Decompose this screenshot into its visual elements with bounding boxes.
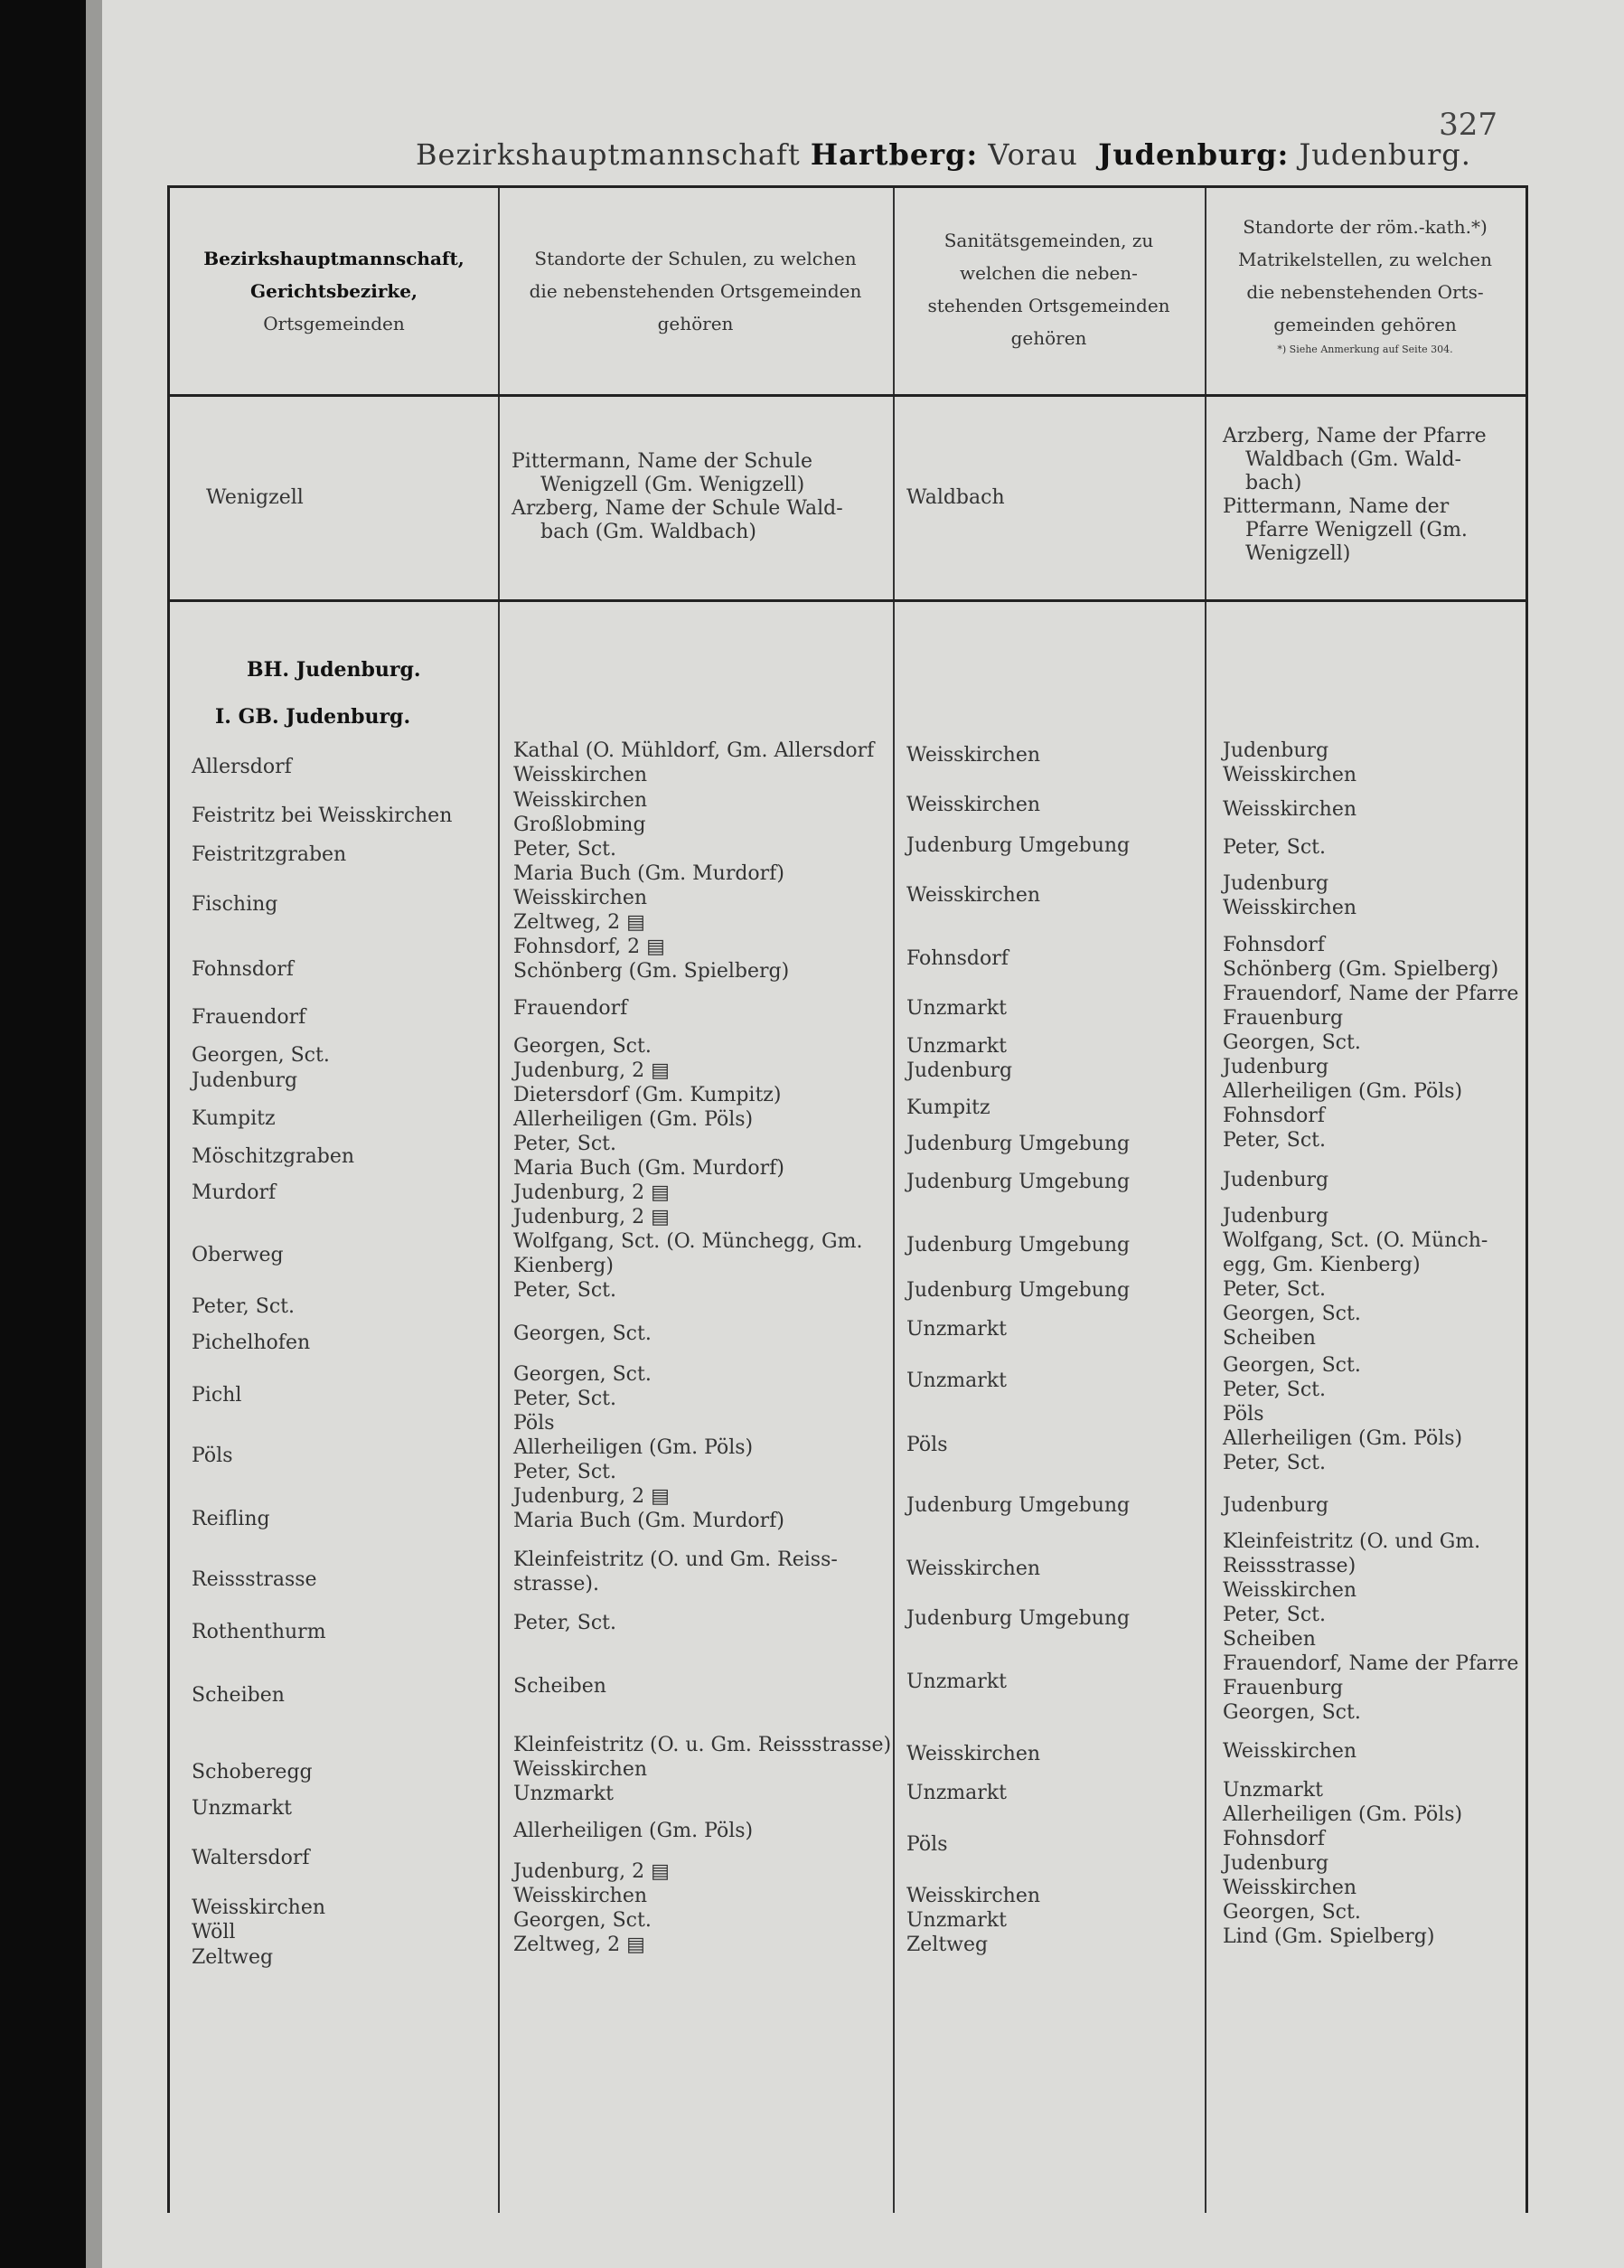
parish-row: Fohnsdorf (1223, 1828, 1325, 1850)
place-row: Kumpitz (192, 1107, 276, 1130)
place-row: Feistritzgraben (192, 843, 347, 866)
place-row: Reissstrasse (192, 1568, 317, 1591)
parish-row: Lind (Gm. Spielberg) (1223, 1925, 1435, 1948)
wenigzell-sanitary: Waldbach (906, 486, 1005, 509)
place-row: Frauendorf (192, 1006, 306, 1029)
sanitary-row: Unzmarkt (906, 997, 1007, 1020)
place-row: Murdorf (192, 1181, 277, 1204)
school-row: Judenburg, 2 ▤ (513, 1059, 670, 1082)
parish-row: Peter, Sct. (1223, 1452, 1327, 1474)
header-district-1: Hartberg: (810, 137, 979, 172)
school-row: Maria Buch (Gm. Murdorf) (513, 1510, 784, 1532)
place-row: Wöll (192, 1921, 236, 1943)
parish-row: Frauendorf, Name der Pfarre (1223, 983, 1519, 1005)
school-row: Peter, Sct. (513, 1133, 617, 1155)
place-row: Weisskirchen (192, 1896, 326, 1919)
header-rule (170, 394, 1525, 397)
parish-row: Weisskirchen (1223, 764, 1357, 786)
school-row: Maria Buch (Gm. Murdorf) (513, 1157, 784, 1180)
school-row: Allerheiligen (Gm. Pöls) (513, 1436, 754, 1459)
parish-row: Peter, Sct. (1223, 1604, 1327, 1626)
wenigzell-parish-4: Pittermann, Name der (1223, 495, 1450, 518)
sanitary-row: Unzmarkt (906, 1670, 1007, 1693)
parish-row: Georgen, Sct. (1223, 1354, 1361, 1377)
parish-row: Fohnsdorf (1223, 934, 1325, 956)
school-row: Weisskirchen (513, 764, 648, 786)
place-row: Georgen, Sct. (192, 1044, 330, 1067)
school-row: Peter, Sct. (513, 1612, 617, 1634)
school-row: Peter, Sct. (513, 1388, 617, 1410)
section-gb: I. GB. Judenburg. (215, 705, 411, 729)
school-row: Kleinfeistritz (O. u. Gm. Reissstrasse) (513, 1734, 892, 1756)
sanitary-row: Judenburg (906, 1059, 1013, 1082)
school-row: Georgen, Sct. (513, 1035, 652, 1058)
parish-row: Judenburg (1223, 739, 1329, 762)
wenigzell-school-2: Wenigzell (Gm. Wenigzell) (540, 474, 805, 496)
place-row: Pöls (192, 1445, 233, 1467)
sanitary-row: Unzmarkt (906, 1369, 1007, 1392)
parish-row: Georgen, Sct. (1223, 1701, 1361, 1724)
sanitary-row: Pöls (906, 1833, 948, 1856)
school-row: Peter, Sct. (513, 1279, 617, 1302)
page-number: 327 (1439, 107, 1497, 143)
school-row: Judenburg, 2 ▤ (513, 1181, 670, 1204)
place-row: Allersdorf (192, 756, 292, 778)
parish-row: Weisskirchen (1223, 1579, 1357, 1602)
wenigzell-parish-1: Arzberg, Name der Pfarre (1223, 425, 1487, 447)
parish-row: Pöls (1223, 1403, 1264, 1426)
sanitary-row: Pöls (906, 1434, 948, 1456)
school-row: Unzmarkt (513, 1783, 614, 1805)
school-row: Judenburg, 2 ▤ (513, 1860, 670, 1883)
parish-row: Schönberg (Gm. Spielberg) (1223, 958, 1499, 981)
school-row: Zeltweg, 2 ▤ (513, 911, 645, 934)
column-divider (1205, 188, 1206, 2213)
school-row: Zeltweg, 2 ▤ (513, 1934, 645, 1956)
column-header-3: Sanitätsgemeinden, zu welchen die neben- stehenden Ortsgemeinden gehören (927, 230, 1170, 349)
school-row: Georgen, Sct. (513, 1322, 652, 1345)
parish-row: Weisskirchen (1223, 798, 1357, 821)
place-wenigzell: Wenigzell (206, 486, 304, 509)
parish-row: Allerheiligen (Gm. Pöls) (1223, 1427, 1463, 1450)
column-divider (498, 188, 500, 2213)
book-spine (0, 0, 86, 2268)
parish-row: Peter, Sct. (1223, 1129, 1327, 1152)
parish-row: Scheiben (1223, 1628, 1316, 1651)
parish-row: Unzmarkt (1223, 1779, 1323, 1802)
school-row: Peter, Sct. (513, 838, 617, 861)
parish-row: Judenburg (1223, 1205, 1329, 1228)
school-row: Kienberg) (513, 1255, 614, 1277)
wenigzell-school-3: Arzberg, Name der Schule Wald- (512, 497, 843, 520)
parish-row: Peter, Sct. (1223, 836, 1327, 859)
column-header-1: Bezirkshauptmannschaft, Gerichtsbezirke, Ortsgemeinden (203, 248, 465, 334)
place-row: Möschitzgraben (192, 1145, 355, 1168)
parish-row: Georgen, Sct. (1223, 1303, 1361, 1325)
sanitary-row: Zeltweg (906, 1934, 989, 1956)
sanitary-row: Judenburg Umgebung (906, 834, 1131, 857)
parish-row: Judenburg (1223, 1056, 1329, 1078)
school-row: Scheiben (513, 1675, 606, 1698)
header-district-2: Judenburg: (1098, 137, 1290, 172)
parish-row: Judenburg (1223, 1494, 1329, 1517)
column-divider (893, 188, 895, 2213)
parish-row: Judenburg (1223, 1852, 1329, 1875)
parish-row: Judenburg (1223, 1169, 1329, 1191)
column-header-2: Standorte der Schulen, zu welchen die nebenstehenden Ortsgemeinden gehören (529, 248, 862, 334)
school-row: Weisskirchen (513, 887, 648, 909)
parish-row: Weisskirchen (1223, 1877, 1357, 1899)
sanitary-row: Unzmarkt (906, 1035, 1007, 1058)
school-row: Fohnsdorf, 2 ▤ (513, 936, 665, 958)
school-row: Weisskirchen (513, 789, 648, 812)
header-place-1: Vorau (988, 137, 1078, 172)
sanitary-row: Weisskirchen (906, 884, 1041, 907)
school-row: Kleinfeistritz (O. und Gm. Reiss- (513, 1548, 838, 1571)
place-row: Fisching (192, 893, 278, 916)
parish-row: Peter, Sct. (1223, 1278, 1327, 1301)
register-table (167, 185, 1528, 2213)
parish-row: Weisskirchen (1223, 897, 1357, 919)
sanitary-row: Weisskirchen (906, 1743, 1041, 1765)
header-prefix: Bezirkshauptmannschaft (416, 137, 801, 172)
parish-row: Kleinfeistritz (O. und Gm. (1223, 1530, 1481, 1553)
school-row: Kathal (O. Mühldorf, Gm. Allersdorf (513, 739, 875, 762)
school-row: Großlobming (513, 814, 646, 836)
wenigzell-school-1: Pittermann, Name der Schule (512, 450, 812, 473)
sanitary-row: Weisskirchen (906, 794, 1041, 816)
wenigzell-parish-6: Wenigzell) (1245, 542, 1351, 565)
place-row: Oberweg (192, 1244, 284, 1266)
sanitary-row: Judenburg Umgebung (906, 1279, 1131, 1302)
sanitary-row: Judenburg Umgebung (906, 1234, 1131, 1256)
running-header (416, 137, 1471, 172)
school-row: Georgen, Sct. (513, 1909, 652, 1932)
sanitary-row: Judenburg Umgebung (906, 1607, 1131, 1630)
place-row: Pichelhofen (192, 1332, 311, 1354)
school-row: Weisskirchen (513, 1758, 648, 1781)
place-row: Peter, Sct. (192, 1295, 296, 1318)
school-row: Schönberg (Gm. Spielberg) (513, 960, 790, 983)
parish-row: Allerheiligen (Gm. Pöls) (1223, 1803, 1463, 1826)
parish-row: Peter, Sct. (1223, 1379, 1327, 1401)
place-row: Judenburg (192, 1069, 298, 1092)
school-row: strasse). (513, 1573, 599, 1595)
place-row: Zeltweg (192, 1946, 274, 1969)
school-row: Georgen, Sct. (513, 1363, 652, 1386)
sanitary-row: Unzmarkt (906, 1782, 1007, 1804)
column-header-4: Standorte der röm.-kath.*) Matrikelstellen, zu welchen die nebenstehenden Orts- gemeinden gehören *) Siehe Anmerkung auf Seite 304. (1237, 216, 1493, 355)
parish-row: Frauenburg (1223, 1007, 1344, 1030)
place-row: Rothenthurm (192, 1621, 326, 1643)
school-row: Judenburg, 2 ▤ (513, 1485, 670, 1508)
sanitary-row: Fohnsdorf (906, 947, 1009, 970)
parish-row: egg, Gm. Kienberg) (1223, 1254, 1421, 1276)
school-row: Allerheiligen (Gm. Pöls) (513, 1820, 754, 1842)
wenigzell-parish-5: Pfarre Wenigzell (Gm. (1245, 519, 1468, 541)
sanitary-row: Weisskirchen (906, 1557, 1041, 1580)
parish-row: Weisskirchen (1223, 1740, 1357, 1763)
parish-row: Georgen, Sct. (1223, 1031, 1361, 1054)
parish-row: Fohnsdorf (1223, 1105, 1325, 1127)
wenigzell-school-4: bach (Gm. Waldbach) (540, 521, 756, 543)
school-row: Wolfgang, Sct. (O. Münchegg, Gm. (513, 1230, 863, 1253)
parish-row: Reissstrasse) (1223, 1555, 1356, 1577)
sanitary-row: Weisskirchen (906, 1885, 1041, 1907)
school-row: Pöls (513, 1412, 555, 1435)
place-row: Scheiben (192, 1684, 285, 1707)
place-row: Pichl (192, 1384, 242, 1407)
school-row: Dietersdorf (Gm. Kumpitz) (513, 1084, 782, 1106)
school-row: Judenburg, 2 ▤ (513, 1206, 670, 1228)
place-row: Fohnsdorf (192, 958, 294, 981)
sanitary-row: Unzmarkt (906, 1909, 1007, 1932)
sanitary-row: Weisskirchen (906, 744, 1041, 767)
place-row: Schoberegg (192, 1761, 313, 1783)
page-edge (86, 0, 102, 2268)
place-row: Reifling (192, 1508, 270, 1530)
sanitary-row: Judenburg Umgebung (906, 1171, 1131, 1193)
sanitary-row: Kumpitz (906, 1096, 990, 1119)
place-row: Unzmarkt (192, 1797, 292, 1820)
place-row: Waltersdorf (192, 1847, 310, 1869)
parish-row: Scheiben (1223, 1327, 1316, 1350)
parish-row: Wolfgang, Sct. (O. Münch- (1223, 1229, 1488, 1252)
sanitary-row: Judenburg Umgebung (906, 1133, 1131, 1155)
school-row: Peter, Sct. (513, 1461, 617, 1483)
block-rule (170, 599, 1525, 602)
sanitary-row: Unzmarkt (906, 1318, 1007, 1341)
school-row: Allerheiligen (Gm. Pöls) (513, 1108, 754, 1131)
parish-row: Georgen, Sct. (1223, 1901, 1361, 1924)
section-bh: BH. Judenburg. (247, 658, 421, 682)
parish-row: Judenburg (1223, 872, 1329, 895)
wenigzell-parish-3: bach) (1245, 472, 1302, 494)
parish-row: Frauendorf, Name der Pfarre (1223, 1652, 1519, 1675)
sanitary-row: Judenburg Umgebung (906, 1494, 1131, 1517)
wenigzell-parish-2: Waldbach (Gm. Wald- (1245, 448, 1461, 471)
place-row: Feistritz bei Weisskirchen (192, 805, 453, 827)
school-row: Maria Buch (Gm. Murdorf) (513, 862, 784, 885)
school-row: Frauendorf (513, 997, 628, 1020)
school-row: Weisskirchen (513, 1885, 648, 1907)
parish-row: Allerheiligen (Gm. Pöls) (1223, 1080, 1463, 1103)
header-place-2: Judenburg. (1299, 137, 1471, 172)
parish-row: Frauenburg (1223, 1677, 1344, 1699)
